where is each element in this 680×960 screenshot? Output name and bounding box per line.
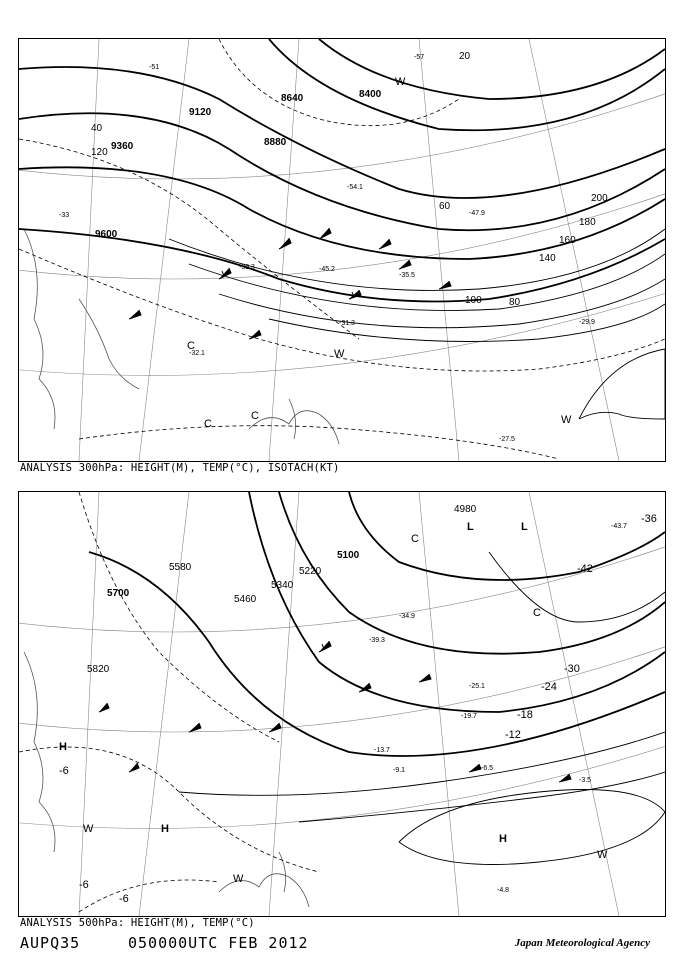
station-label: -3.5 <box>579 777 592 784</box>
height-label-group <box>87 504 477 675</box>
isotach-label: 140 <box>539 253 556 264</box>
height-label: 5820 <box>87 664 110 675</box>
temp-label: -51 <box>149 64 160 71</box>
isotach-label: 100 <box>465 295 482 306</box>
temp-label: -32.1 <box>189 350 205 357</box>
height-label: 5580 <box>169 562 192 573</box>
pressure-center: W <box>233 873 244 885</box>
isotach-label: 20 <box>459 51 471 62</box>
isotach-label: 80 <box>509 297 521 308</box>
station-label: -9.1 <box>393 767 406 774</box>
isotach-label: 180 <box>579 217 596 228</box>
isotach-label: 40 <box>91 123 103 134</box>
coastline <box>24 652 309 907</box>
station-label: -39.3 <box>369 637 385 644</box>
station-label: -34.9 <box>399 613 415 620</box>
isotach-label: 200 <box>591 193 608 204</box>
temp-label: -45.2 <box>319 266 335 273</box>
temp-label: -31.3 <box>339 320 355 327</box>
pressure-center: C <box>251 410 259 422</box>
isotherms <box>19 39 665 459</box>
temp-label: -27.5 <box>499 436 515 443</box>
height-label: 8640 <box>281 93 304 104</box>
temp-label: -39.3 <box>239 264 255 271</box>
pressure-center: H <box>499 833 507 845</box>
height-label: 9600 <box>95 229 118 240</box>
temp-label-group <box>59 54 595 443</box>
height-label: 5100 <box>337 550 360 561</box>
pressure-center: W <box>597 849 608 861</box>
graticule <box>19 39 665 461</box>
height-label: 9120 <box>189 107 212 118</box>
pressure-center: W <box>561 414 572 426</box>
isotach-label: 160 <box>559 235 576 246</box>
height-label: 5700 <box>107 588 130 599</box>
map-500hpa-caption: ANALYSIS 500hPa: HEIGHT(M), TEMP(°C) <box>20 917 255 929</box>
isotach-label: 60 <box>439 201 451 212</box>
temp-label: -42 <box>577 563 593 575</box>
height-label: 8880 <box>264 137 287 148</box>
height-label: 5220 <box>299 566 322 577</box>
pressure-center: W <box>83 823 94 835</box>
station-label: -19.7 <box>461 713 477 720</box>
map-300hpa <box>18 38 666 462</box>
agency-name: Japan Meteorological Agency <box>514 937 650 949</box>
height-contours <box>19 39 665 302</box>
station-label: -25.1 <box>469 683 485 690</box>
temp-label-group <box>59 513 657 905</box>
temp-label: -6 <box>119 893 129 905</box>
temp-label: -29.9 <box>579 319 595 326</box>
pressure-center: C <box>533 607 541 619</box>
temp-label: -35.5 <box>399 272 415 279</box>
station-label: -4.8 <box>497 887 510 894</box>
map-500hpa-canvas <box>19 492 665 916</box>
wind-barbs <box>129 228 451 339</box>
pressure-center: H <box>59 741 67 753</box>
pressure-center: W <box>395 76 406 88</box>
height-label: 8400 <box>359 89 382 100</box>
height-label: 4980 <box>454 504 477 515</box>
temp-label: -33 <box>59 212 70 219</box>
temp-label: -12 <box>505 729 521 741</box>
temp-label: -24 <box>541 681 557 693</box>
temp-label: -47.9 <box>469 210 485 217</box>
pressure-center: C <box>204 418 212 430</box>
temp-label: -36 <box>641 513 657 525</box>
temp-label: -18 <box>517 709 533 721</box>
temp-label: -6 <box>79 879 89 891</box>
pressure-center: H <box>161 823 169 835</box>
temp-label: -54.1 <box>347 184 363 191</box>
height-label: 9360 <box>111 141 134 152</box>
station-label: -6.5 <box>481 765 494 772</box>
temp-label: -57 <box>414 54 425 61</box>
map-500hpa <box>18 491 666 917</box>
height-label: 5340 <box>271 580 294 591</box>
product-id: AUPQ35 <box>20 934 81 952</box>
coastline <box>24 229 339 444</box>
pressure-center: C <box>411 533 419 545</box>
height-contours <box>89 492 665 756</box>
isotach-label: 120 <box>91 147 108 158</box>
station-label: -43.7 <box>611 523 627 530</box>
map-300hpa-caption: ANALYSIS 300hPa: HEIGHT(M), TEMP(°C), ISOTACH(KT) <box>20 462 340 474</box>
pressure-center: W <box>334 348 345 360</box>
station-label: -13.7 <box>374 747 390 754</box>
pressure-center: L <box>521 521 528 533</box>
valid-time: 050000UTC FEB 2012 <box>128 934 309 952</box>
temp-label: -6 <box>59 765 69 777</box>
height-label: 5460 <box>234 594 257 605</box>
pressure-center: L <box>467 521 474 533</box>
isotach-label-group <box>91 51 608 308</box>
pressure-center: C <box>187 340 195 352</box>
map-300hpa-canvas <box>19 39 665 461</box>
temp-label: -30 <box>564 663 580 675</box>
